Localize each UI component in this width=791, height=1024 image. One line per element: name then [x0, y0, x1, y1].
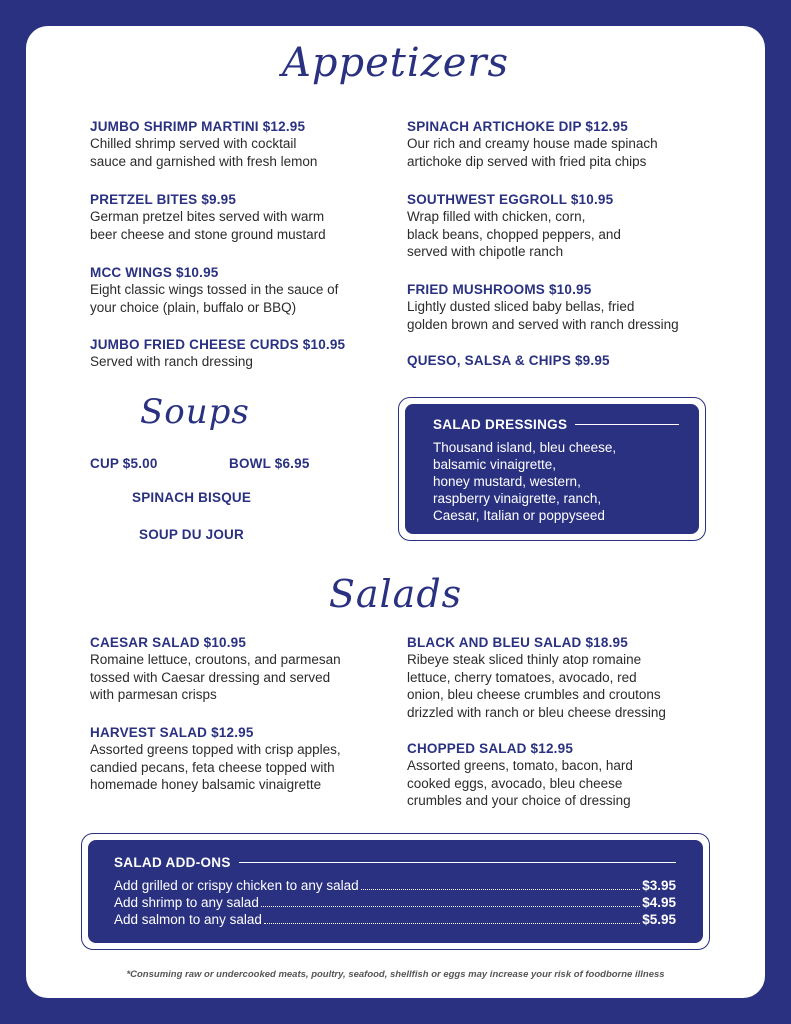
footer-disclaimer: *Consuming raw or undercooked meats, poultry, seafood, shellfish or eggs may increase your risk of foodborne illness	[126, 969, 665, 980]
dressings-list	[433, 439, 683, 524]
item-desc: Our rich and creamy house made spinach	[407, 136, 658, 151]
item-desc: candied pecans, feta cheese topped with	[90, 759, 335, 775]
item-desc: with parmesan crisps	[90, 687, 217, 702]
item-title: QUESO, SALSA & CHIPS $9.95	[407, 353, 610, 368]
item-title: JUMBO SHRIMP MARTINI $12.95	[90, 119, 306, 134]
dot-leader	[261, 906, 640, 907]
dot-leader	[264, 923, 640, 924]
dressing-line: Thousand island, bleu cheese,	[433, 440, 617, 455]
addon-row	[114, 877, 676, 894]
item-desc: golden brown and served with ranch dressing	[407, 316, 679, 332]
menu-item	[407, 191, 707, 261]
dressings-title: SALAD DRESSINGS	[433, 417, 568, 432]
item-title: SPINACH ARTICHOKE DIP $12.95	[407, 119, 628, 134]
dressing-line: honey mustard, western,	[433, 474, 581, 489]
item-desc: Ribeye steak sliced thinly atop romaine	[407, 652, 642, 667]
salads-heading: Salads	[328, 572, 463, 616]
item-desc: cooked eggs, avocado, bleu cheese	[407, 775, 623, 791]
item-desc: tossed with Caesar dressing and served	[90, 669, 331, 685]
addon-label: Add grilled or crispy chicken to any salad	[114, 878, 359, 893]
item-desc: German pretzel bites served with warm	[90, 209, 325, 224]
addon-price: $5.95	[642, 912, 676, 927]
item-desc: Romaine lettuce, croutons, and parmesan	[90, 652, 341, 667]
menu-item	[90, 634, 385, 704]
item-desc: your choice (plain, buffalo or BBQ)	[90, 299, 297, 315]
dressings-title-row	[433, 417, 679, 432]
divider	[239, 862, 676, 864]
item-title: BLACK AND BLEU SALAD $18.95	[407, 635, 628, 650]
item-title: CHOPPED SALAD $12.95	[407, 741, 574, 756]
item-desc: Served with ranch dressing	[90, 354, 253, 369]
item-desc: homemade honey balsamic vinaigrette	[90, 777, 322, 792]
menu-item	[407, 634, 717, 721]
menu-item	[90, 264, 380, 316]
addon-price: $4.95	[642, 895, 676, 910]
item-title: JUMBO FRIED CHEESE CURDS $10.95	[90, 337, 346, 352]
dressing-line: balsamic vinaigrette,	[433, 457, 557, 472]
item-desc: drizzled with ranch or bleu cheese dressing	[407, 704, 666, 720]
menu-item	[407, 740, 707, 810]
menu-item	[407, 118, 707, 170]
item-desc: sauce and garnished with fresh lemon	[90, 153, 318, 169]
dot-leader	[361, 889, 641, 890]
item-desc: beer cheese and stone ground mustard	[90, 226, 326, 242]
menu-item	[90, 336, 380, 371]
menu-item	[407, 281, 717, 333]
soup-item: SOUP DU JOUR	[139, 527, 244, 542]
item-title: FRIED MUSHROOMS $10.95	[407, 282, 592, 297]
soup-cup-price: CUP $5.00	[90, 456, 158, 471]
addon-row	[114, 894, 676, 911]
item-desc: artichoke dip served with fried pita chips	[407, 153, 647, 169]
soup-item: SPINACH BISQUE	[132, 490, 252, 505]
item-desc: onion, bleu cheese crumbles and croutons	[407, 687, 661, 702]
addons-title-row	[114, 855, 676, 870]
dressing-line: raspberry vinaigrette, ranch,	[433, 491, 602, 506]
menu-item	[90, 191, 380, 243]
appetizers-heading: Appetizers	[281, 40, 510, 86]
addon-label: Add salmon to any salad	[114, 912, 262, 927]
menu-item	[90, 118, 380, 170]
addon-label: Add shrimp to any salad	[114, 895, 259, 910]
item-title: SOUTHWEST EGGROLL $10.95	[407, 192, 614, 207]
addon-price: $3.95	[642, 878, 676, 893]
addon-row	[114, 911, 676, 928]
item-title: PRETZEL BITES $9.95	[90, 192, 237, 207]
item-desc: Chilled shrimp served with cocktail	[90, 136, 297, 151]
menu-item	[407, 352, 707, 369]
item-desc: Assorted greens, tomato, bacon, hard	[407, 758, 633, 773]
soup-bowl-price: BOWL $6.95	[229, 456, 310, 471]
soups-heading: Soups	[140, 392, 250, 432]
item-desc: Assorted greens topped with crisp apples,	[90, 742, 341, 757]
addons-title: SALAD ADD-ONS	[114, 855, 231, 870]
item-title: HARVEST SALAD $12.95	[90, 725, 254, 740]
item-desc: lettuce, cherry tomatoes, avocado, red	[407, 669, 637, 685]
item-desc: Wrap filled with chicken, corn,	[407, 209, 586, 224]
item-title: MCC WINGS $10.95	[90, 265, 219, 280]
divider	[575, 424, 679, 426]
item-desc: black beans, chopped peppers, and	[407, 226, 621, 242]
dressing-line: Caesar, Italian or poppyseed	[433, 508, 605, 523]
addons-list	[114, 877, 676, 928]
item-desc: crumbles and your choice of dressing	[407, 793, 631, 808]
item-desc: Eight classic wings tossed in the sauce of	[90, 282, 339, 297]
item-desc: served with chipotle ranch	[407, 244, 564, 259]
item-title: CAESAR SALAD $10.95	[90, 635, 247, 650]
item-desc: Lightly dusted sliced baby bellas, fried	[407, 299, 635, 314]
menu-item	[90, 724, 390, 794]
